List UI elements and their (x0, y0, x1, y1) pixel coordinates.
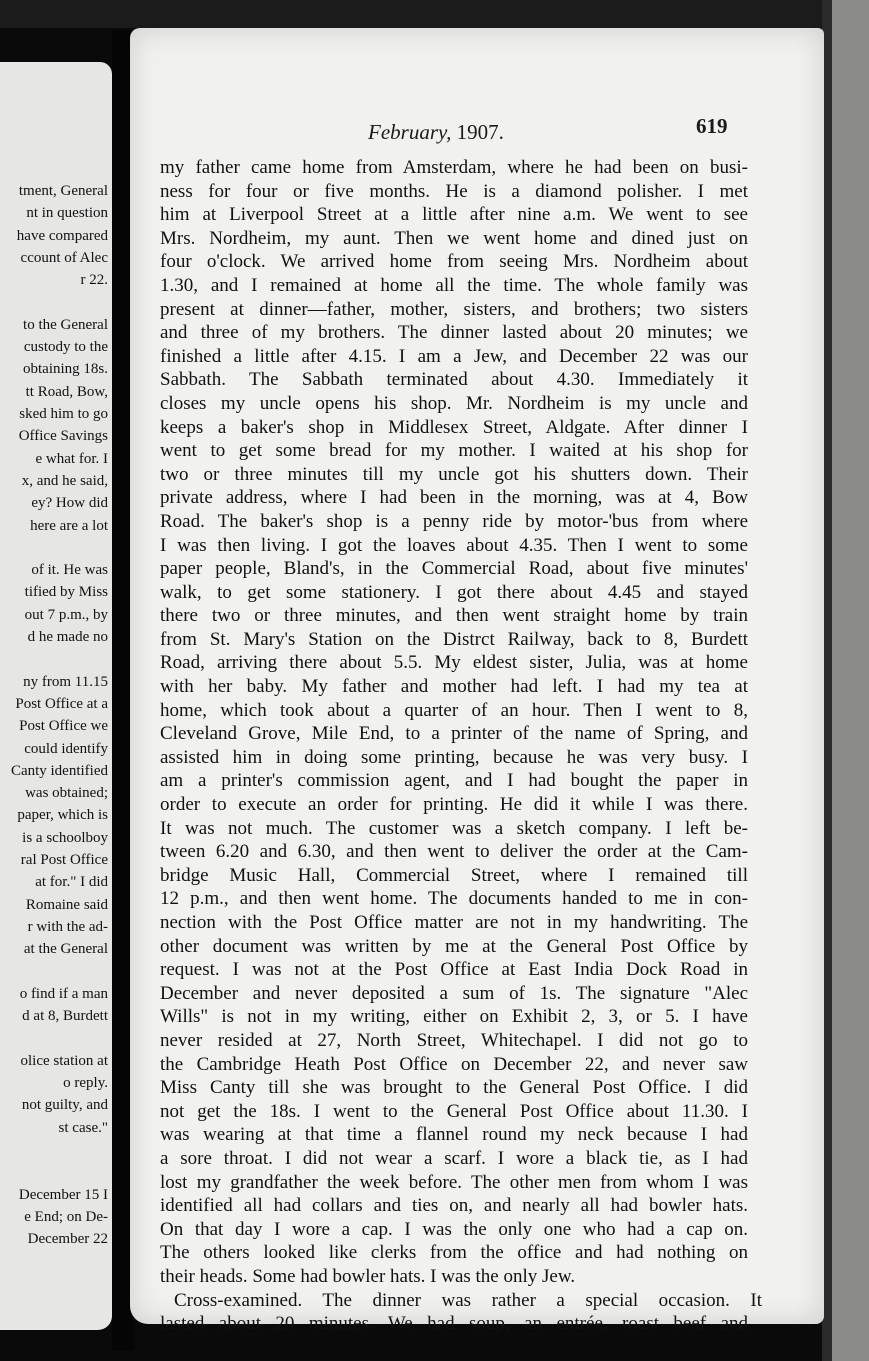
facing-page-line: r with the ad- (27, 918, 108, 935)
body-line: the Cambridge Heath Post Office on December 22, and never saw (160, 1053, 748, 1075)
facing-page-line: is a schoolboy (22, 829, 108, 846)
facing-page-line: tified by Miss (24, 584, 108, 601)
facing-page-line: ey? How did (31, 495, 108, 512)
facing-page-line: tment, General (18, 183, 108, 199)
facing-page-line: out 7 p.m., by (24, 606, 108, 623)
body-line: with her baby. My father and mother had left. I had my tea at (160, 676, 748, 698)
body-line: him at Liverpool Street at a little after nine a.m. We went to see (160, 204, 748, 226)
facing-page-line: was obtained; (25, 785, 108, 802)
body-line: On that day I wore a cap. I was the only one who had a cap on. (160, 1218, 748, 1240)
facing-page-line: Romaine said (25, 896, 108, 913)
body-line: tween 6.20 and 6.30, and then went to deliver the order at the Cam- (160, 841, 748, 863)
body-line: 1.30, and I remained at home all the time. The whole family was (160, 274, 748, 296)
facing-page-line: r 22. (80, 272, 108, 289)
facing-page-line: obtaining 18s. (23, 361, 108, 378)
scan-right-edge (822, 0, 869, 1361)
body-line: went to get some bread for my mother. I waited at his shop for (160, 440, 748, 462)
page-number: 619 (696, 114, 728, 138)
running-head-month: February, (368, 120, 452, 144)
facing-page-line: December 22 (27, 1231, 108, 1248)
facing-page-line: e End; on De- (24, 1208, 108, 1225)
facing-page-line: olice station at (20, 1052, 108, 1069)
body-line: nection with the Post Office matter are not in my handwriting. The (160, 912, 748, 933)
body-line: was wearing at that time a flannel round my neck because I had (160, 1124, 748, 1146)
body-line: request. I was not at the Post Office at East India Dock Road in (160, 959, 748, 981)
body-line: ness for four or five months. He is a diamond polisher. I met (160, 180, 748, 202)
body-line: a sore throat. I did not wear a scarf. I wore a black tie, as I had (160, 1147, 748, 1169)
running-head-year: 1907. (456, 120, 504, 144)
body-line: Road, arriving there about 5.5. My eldest sister, Julia, was at home (160, 652, 748, 674)
facing-page-line: ral Post Office (20, 852, 108, 868)
facing-page-line: o reply. (63, 1075, 108, 1091)
body-line: lasted about 20 minutes. We had soup, an entrée, roast beef and (160, 1313, 748, 1335)
facing-page-line: sked him to go (19, 406, 108, 422)
facing-page-line: Post Office we (19, 718, 108, 735)
facing-page-line: d he made no (27, 629, 108, 645)
body-text (160, 156, 762, 1336)
facing-page-line: at the General (23, 941, 108, 958)
facing-page-line: Canty identified (10, 762, 108, 779)
facing-page-line: st case." (58, 1119, 108, 1136)
body-line: Miss Canty till she was brought to the General Post Office. I did (160, 1077, 748, 1099)
facing-page-line: have compared (16, 227, 108, 244)
body-line: I was then living. I got the loaves about 4.35. Then I went to some (160, 534, 748, 556)
facing-page-line: nt in question (26, 205, 108, 222)
facing-page-line: x, and he said, (21, 472, 108, 489)
body-line: finished a little after 4.15. I am a Jew, and December 22 was our (160, 345, 748, 367)
body-line: December and never deposited a sum of 1s. The signature "Alec (160, 982, 748, 1004)
body-line: from St. Mary's Station on the Distrct Railway, back to 8, Burdett (160, 628, 748, 650)
body-line: 12 p.m., and then went home. The documents handed to me in con- (160, 888, 748, 910)
body-line: Cleveland Grove, Mile End, to a printer of the name of Spring, and (160, 723, 748, 745)
body-line: walk, to get some stationery. I got there about 4.45 and stayed (160, 581, 748, 603)
body-line: assisted him in doing some printing, because he was very busy. I (160, 746, 748, 768)
body-line: bridge Music Hall, Commercial Street, where I remained till (160, 864, 748, 886)
body-line: four o'clock. We arrived home from seeing Mrs. Nordheim about (160, 251, 748, 273)
facing-page-fragment (0, 62, 112, 1330)
body-line: am a printer's commission agent, and I had bought the paper in (160, 770, 748, 792)
facing-page-line: d at 8, Burdett (22, 1008, 108, 1025)
body-line: order to execute an order for printing. He did it while I was there. (160, 794, 748, 816)
body-line: Wills" is not in my writing, either on Exhibit 2, 3, or 5. I have (160, 1006, 748, 1028)
facing-page-line: not guilty, and (21, 1097, 108, 1114)
facing-page-line: ccount of Alec (20, 249, 108, 266)
facing-page-line: to the General (23, 316, 108, 333)
body-line: private address, where I had been in the morning, was at 4, Bow (160, 487, 748, 509)
body-line: Cross-examined. The dinner was rather a special occasion. It (174, 1289, 762, 1311)
facing-page-line: paper, which is (17, 807, 108, 824)
body-line: not get the 18s. I went to the General Post Office about 11.30. I (160, 1100, 748, 1122)
body-line: my father came home from Amsterdam, where he had been on busi- (160, 157, 748, 178)
facing-page-line: here are a lot (30, 517, 108, 534)
body-line: identified all had collars and ties on, and nearly all had bowler hats. (160, 1195, 748, 1217)
body-line: paper people, Bland's, in the Commercial Road, about five minutes' (160, 558, 748, 580)
body-line: their heads. Some had bowler hats. I was the only Jew. (160, 1265, 576, 1287)
body-line: present at dinner—father, mother, sisters, and brothers; two sisters (160, 298, 748, 320)
body-line: never resided at 27, North Street, Whitechapel. I did not go to (160, 1029, 748, 1051)
facing-page-line: custody to the (23, 339, 108, 356)
body-line: Mrs. Nordheim, my aunt. Then we went home and dined just on (160, 227, 748, 249)
body-line: Sabbath. The Sabbath terminated about 4.30. Immediately it (160, 369, 748, 391)
facing-page-line: at for." I did (35, 874, 108, 891)
body-line: lost my grandfather the week before. The other men from whom I was (160, 1171, 748, 1193)
body-line: The others looked like clerks from the office and had nothing on (160, 1242, 748, 1264)
body-line: and three of my brothers. The dinner lasted about 20 minutes; we (160, 322, 748, 344)
body-line: keeps a baker's shop in Middlesex Street, Aldgate. After dinner I (160, 416, 748, 438)
running-head (368, 120, 504, 145)
facing-page-line: could identify (24, 740, 108, 757)
facing-page-line: ny from 11.15 (23, 673, 108, 690)
scan-top-border (0, 0, 869, 28)
facing-page-line: tt Road, Bow, (25, 383, 108, 400)
body-line: It was not much. The customer was a sketch company. I left be- (160, 817, 748, 839)
body-line: Road. The baker's shop is a penny ride by motor-'bus from where (160, 510, 748, 532)
body-line: other document was written by me at the General Post Office by (160, 935, 748, 957)
facing-page-line: Post Office at a (15, 695, 108, 712)
body-line: there two or three minutes, and then went straight home by train (160, 605, 748, 627)
facing-page-line: Office Savings (18, 428, 108, 445)
facing-page-line: o find if a man (19, 985, 108, 1002)
page-header (130, 114, 824, 150)
body-line: home, which took about a quarter of an hour. Then I went to 8, (160, 699, 748, 721)
facing-page-line: of it. He was (31, 562, 108, 579)
facing-page-line: e what for. I (35, 450, 108, 467)
body-line: two or three minutes till my uncle got his shutters down. Their (160, 463, 748, 485)
body-line: closes my uncle opens his shop. Mr. Nordheim is my uncle and (160, 392, 748, 414)
facing-page-line: December 15 I (18, 1186, 108, 1203)
book-page (130, 28, 824, 1335)
